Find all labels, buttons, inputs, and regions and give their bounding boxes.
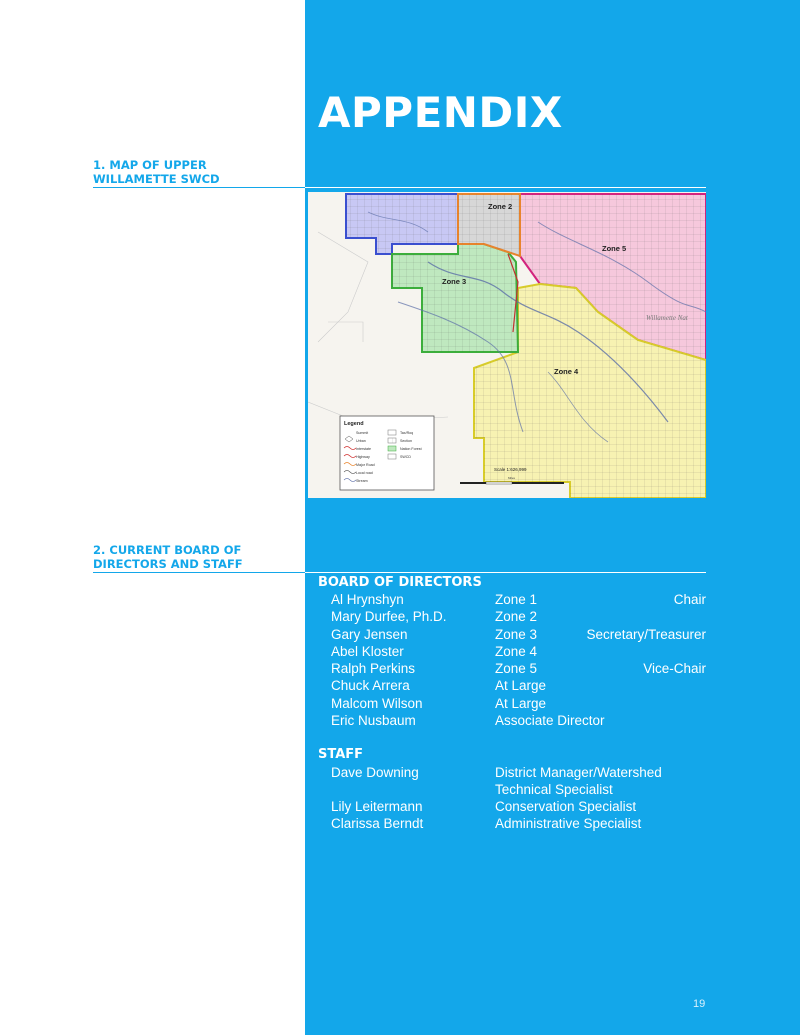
staff-title-text: District Manager/Watershed [495,765,662,780]
staff-name: Clarissa Berndt [331,816,424,831]
director-name: Chuck Arrera [331,678,410,693]
board-heading-rule [93,572,305,573]
director-row [331,644,706,661]
director-name: Al Hrynshyn [331,592,404,607]
zone-5-label: Zone 5 [602,244,627,253]
legend-item: Local road [356,471,373,475]
zone-3-label: Zone 3 [442,277,467,286]
legend-item: Tax/Roq [400,431,414,435]
director-row [331,678,706,695]
staff-row [331,765,706,782]
district-map [308,192,706,498]
director-row [331,713,706,730]
director-zone: Associate Director [495,713,605,728]
staff-name: Dave Downing [331,765,419,780]
legend-item: Interstate [356,447,371,451]
appendix-panel [305,0,800,1035]
director-zone: Zone 3 [495,627,538,642]
map-heading-line-2: WILLAMETTE SWCD [93,172,220,186]
map-heading-line-1: 1. MAP OF UPPER [93,158,207,172]
directors-title: BOARD OF DIRECTORS [318,575,482,590]
board-heading-line-1: 2. CURRENT BOARD OF [93,543,242,557]
legend-item: Summit [356,431,369,435]
director-name: Malcom Wilson [331,696,423,711]
director-zone: At Large [495,678,547,693]
director-row [331,661,706,678]
staff-row [331,816,706,833]
director-zone: Zone 2 [495,609,538,624]
staff-row [331,782,706,799]
legend-item: Section [400,439,412,443]
staff-name: Lily Leitermann [331,799,423,814]
page-title: APPENDIX [318,88,563,137]
staff-row [331,799,706,816]
map-heading-rule [93,187,305,188]
director-name: Ralph Perkins [331,661,416,676]
zone-2-label: Zone 2 [488,202,513,211]
director-role: Chair [673,592,706,607]
staff-title-text: Technical Specialist [495,782,613,797]
director-name: Eric Nusbaum [331,713,416,728]
director-zone: Zone 5 [495,661,538,676]
legend-item: Urban [356,439,366,443]
map-legend [340,416,434,490]
board-section-heading [93,543,243,571]
legend-item: Highway [356,455,370,459]
forest-label: Willamette Nat [646,314,688,322]
map-section-heading [93,158,220,186]
legend-item: Nation Forest [400,447,422,451]
legend-item: SWCD [400,455,411,459]
scale-unit: Miles [508,476,516,480]
board-heading-rule-panel [305,572,706,573]
map-heading-rule-panel [305,187,706,188]
page-number: 19 [693,998,706,1010]
zone-4-label: Zone 4 [554,367,579,376]
legend-item: Major Road [356,463,375,467]
legend-item: Stream [356,479,368,483]
director-zone: Zone 4 [495,644,538,659]
director-name: Mary Durfee, Ph.D. [331,609,447,624]
director-row [331,609,706,626]
staff-title-text: Administrative Specialist [495,816,642,831]
director-name: Gary Jensen [331,627,408,642]
director-role: Vice-Chair [643,661,706,676]
scale-label: Scale 1:626,999 [494,467,527,472]
director-row [331,592,706,609]
board-heading-line-2: DIRECTORS AND STAFF [93,557,243,571]
director-zone: Zone 1 [495,592,538,607]
staff-title-text: Conservation Specialist [495,799,637,814]
director-role: Secretary/Treasurer [586,627,706,642]
staff-title: STAFF [318,747,364,762]
legend-title: Legend [344,421,364,427]
director-zone: At Large [495,696,547,711]
director-name: Abel Kloster [331,644,404,659]
director-row [331,696,706,713]
director-row [331,627,706,644]
